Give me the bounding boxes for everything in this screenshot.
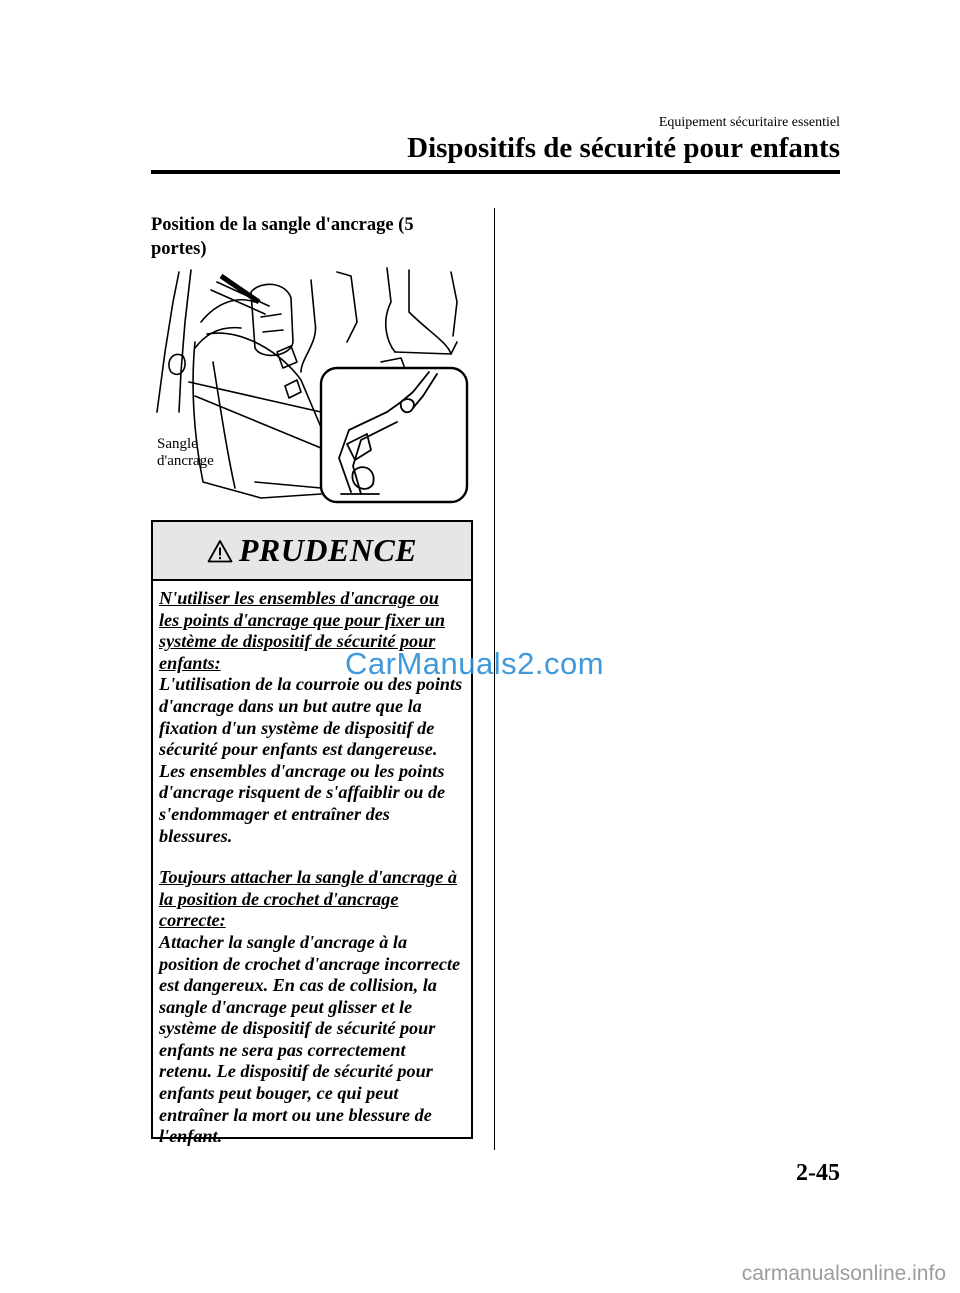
tether-strap-label: Sangle d'ancrage	[157, 436, 214, 469]
footer-site: carmanualsonline.info	[741, 1262, 946, 1285]
figure-caption: Position de la sangle d'ancrage (5 portes)	[151, 215, 414, 259]
page-number: 2-45	[796, 1160, 840, 1186]
caution-box	[151, 520, 473, 1147]
page-title: Dispositifs de sécurité pour enfants	[407, 132, 840, 164]
caution-header	[153, 522, 471, 581]
header-rule	[151, 170, 840, 174]
caution-text: L'utilisation de la courroie ou des points d'ancrage dans un but autre que la fixation d'un système de dispositif de sécurité pour enfants est dangereuse. Les ensembles d'ancrage ou les points d'ancrage risquent de s'affaiblir ou de s'endommager et entraîner des blessures.	[159, 674, 463, 846]
caution-heading: N'utiliser les ensembles d'ancrage ou les points d'ancrage que pour fixer un système de dispositif de sécurité pour enfants:	[159, 588, 445, 673]
section-title: Equipement sécuritaire essentiel	[658, 115, 840, 130]
caution-title: PRUDENCE	[238, 532, 418, 568]
caution-heading: Toujours attacher la sangle d'ancrage à la position de crochet d'ancrage correcte:	[159, 867, 457, 931]
tether-strap-illustration	[151, 262, 471, 506]
watermark: CarManuals2.com	[345, 646, 605, 681]
caution-text: Attacher la sangle d'ancrage à la position de crochet d'ancrage incorrecte est dangereux. En cas de collision, la sangle d'ancrage peut glisser et le système de dispositif de sécurité pour enfants ne sera pas correctement retenu. Le dispositif de sécurité pour enfants peut bouger, ce qui peut entraîner la mort ou une blessure de l'enfant.	[159, 931, 461, 1147]
warning-triangle-icon	[207, 539, 233, 563]
